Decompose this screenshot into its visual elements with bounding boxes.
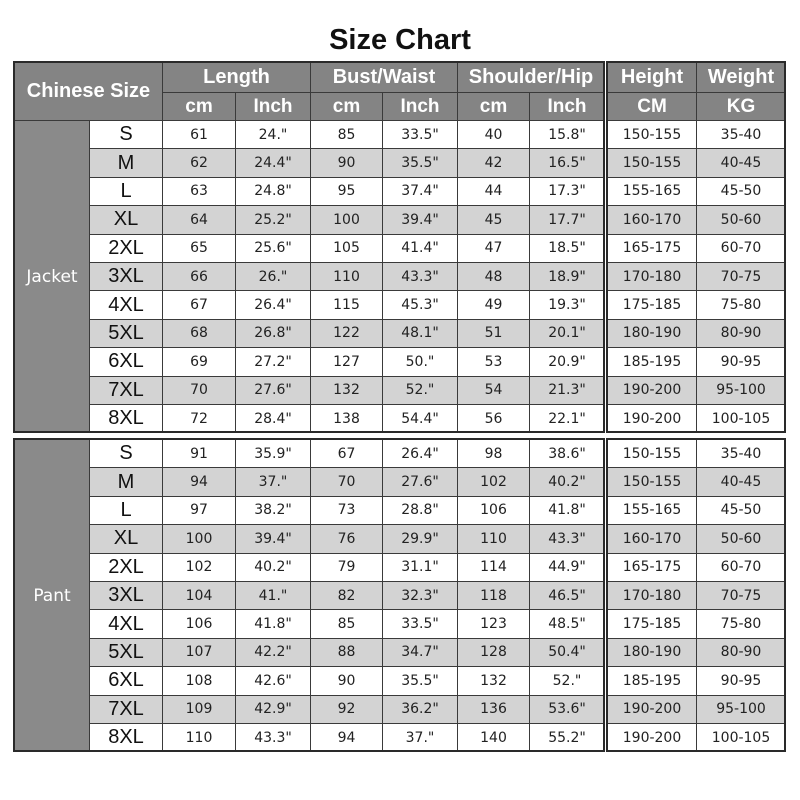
value-cell: 91 xyxy=(163,440,236,468)
value-cell: 37." xyxy=(383,723,458,751)
unit-header: Inch xyxy=(383,93,458,121)
size-cell: 6XL xyxy=(90,348,163,376)
value-cell: 110 xyxy=(163,723,236,751)
weight-cell: 80-90 xyxy=(697,319,786,347)
value-cell: 34.7" xyxy=(383,638,458,666)
value-cell: 20.1" xyxy=(530,319,605,347)
table-row xyxy=(15,468,605,496)
height-header: Height xyxy=(608,63,697,93)
unit-header: Inch xyxy=(530,93,605,121)
height-cell: 150-155 xyxy=(608,121,697,149)
table-row xyxy=(15,695,605,723)
size-cell: 3XL xyxy=(90,581,163,609)
table-row xyxy=(608,376,786,404)
height-cell: 190-200 xyxy=(608,376,697,404)
value-cell: 42.2" xyxy=(236,638,311,666)
jacket-rows xyxy=(15,121,605,433)
table-row xyxy=(608,262,786,290)
value-cell: 63 xyxy=(163,177,236,205)
value-cell: 24.8" xyxy=(236,177,311,205)
height-cell: 155-165 xyxy=(608,496,697,524)
value-cell: 44.9" xyxy=(530,553,605,581)
value-cell: 132 xyxy=(311,376,383,404)
height-cell: 190-200 xyxy=(608,695,697,723)
value-cell: 31.1" xyxy=(383,553,458,581)
table-row xyxy=(15,348,605,376)
value-cell: 38.2" xyxy=(236,496,311,524)
table-row xyxy=(15,667,605,695)
value-cell: 90 xyxy=(311,667,383,695)
height-cell: 180-190 xyxy=(608,638,697,666)
value-cell: 24.4" xyxy=(236,149,311,177)
height-cell: 175-185 xyxy=(608,610,697,638)
unit-header: CM xyxy=(608,93,697,121)
table-row xyxy=(15,319,605,347)
height-cell: 190-200 xyxy=(608,404,697,432)
value-cell: 25.6" xyxy=(236,234,311,262)
jacket-rows-body xyxy=(608,121,786,433)
value-cell: 79 xyxy=(311,553,383,581)
value-cell: 39.4" xyxy=(383,206,458,234)
value-cell: 26." xyxy=(236,262,311,290)
table-row xyxy=(15,553,605,581)
weight-cell: 100-105 xyxy=(697,404,786,432)
table-row xyxy=(15,206,605,234)
size-cell: 8XL xyxy=(90,404,163,432)
value-cell: 28.8" xyxy=(383,496,458,524)
table-row xyxy=(15,404,605,432)
value-cell: 98 xyxy=(458,440,530,468)
value-cell: 76 xyxy=(311,525,383,553)
value-cell: 61 xyxy=(163,121,236,149)
value-cell: 18.5" xyxy=(530,234,605,262)
height-cell: 165-175 xyxy=(608,234,697,262)
value-cell: 106 xyxy=(458,496,530,524)
value-cell: 16.5" xyxy=(530,149,605,177)
value-cell: 21.3" xyxy=(530,376,605,404)
table-row xyxy=(608,404,786,432)
length-header: Length xyxy=(163,63,311,93)
size-cell: M xyxy=(90,468,163,496)
value-cell: 19.3" xyxy=(530,291,605,319)
value-cell: 102 xyxy=(458,468,530,496)
size-cell: 2XL xyxy=(90,553,163,581)
height-cell: 150-155 xyxy=(608,440,697,468)
value-cell: 45 xyxy=(458,206,530,234)
size-cell: 3XL xyxy=(90,262,163,290)
section-label: Jacket xyxy=(15,121,90,433)
height-cell: 180-190 xyxy=(608,319,697,347)
table-row xyxy=(608,177,786,205)
shoulder-hip-header: Shoulder/Hip xyxy=(458,63,605,93)
unit-header: cm xyxy=(458,93,530,121)
value-cell: 48.5" xyxy=(530,610,605,638)
value-cell: 73 xyxy=(311,496,383,524)
value-cell: 41.4" xyxy=(383,234,458,262)
weight-cell: 95-100 xyxy=(697,695,786,723)
value-cell: 52." xyxy=(383,376,458,404)
table-row xyxy=(15,234,605,262)
value-cell: 88 xyxy=(311,638,383,666)
unit-header: cm xyxy=(163,93,236,121)
value-cell: 109 xyxy=(163,695,236,723)
table-row xyxy=(608,553,786,581)
value-cell: 39.4" xyxy=(236,525,311,553)
value-cell: 48 xyxy=(458,262,530,290)
value-cell: 123 xyxy=(458,610,530,638)
table-row xyxy=(15,149,605,177)
height-cell: 170-180 xyxy=(608,581,697,609)
value-cell: 33.5" xyxy=(383,610,458,638)
value-cell: 82 xyxy=(311,581,383,609)
weight-cell: 80-90 xyxy=(697,638,786,666)
value-cell: 41.8" xyxy=(236,610,311,638)
unit-header: Inch xyxy=(236,93,311,121)
size-cell: S xyxy=(90,121,163,149)
height-cell: 175-185 xyxy=(608,291,697,319)
table-row xyxy=(608,149,786,177)
pant-rows-body xyxy=(608,440,786,752)
weight-cell: 45-50 xyxy=(697,496,786,524)
table-row xyxy=(608,234,786,262)
value-cell: 36.2" xyxy=(383,695,458,723)
value-cell: 40 xyxy=(458,121,530,149)
table-row xyxy=(15,262,605,290)
value-cell: 43.3" xyxy=(236,723,311,751)
table-row xyxy=(15,121,605,149)
jacket-table-main xyxy=(14,120,605,433)
bust-waist-header: Bust/Waist xyxy=(311,63,458,93)
weight-cell: 60-70 xyxy=(697,234,786,262)
value-cell: 28.4" xyxy=(236,404,311,432)
page-title: Size Chart xyxy=(329,24,471,56)
pant-table-body xyxy=(607,439,786,752)
weight-cell: 40-45 xyxy=(697,149,786,177)
value-cell: 27.6" xyxy=(383,468,458,496)
value-cell: 136 xyxy=(458,695,530,723)
value-cell: 32.3" xyxy=(383,581,458,609)
value-cell: 92 xyxy=(311,695,383,723)
value-cell: 35.5" xyxy=(383,149,458,177)
value-cell: 69 xyxy=(163,348,236,376)
value-cell: 94 xyxy=(311,723,383,751)
value-cell: 42.9" xyxy=(236,695,311,723)
value-cell: 41.8" xyxy=(530,496,605,524)
height-cell: 165-175 xyxy=(608,553,697,581)
value-cell: 43.3" xyxy=(383,262,458,290)
value-cell: 22.1" xyxy=(530,404,605,432)
value-cell: 85 xyxy=(311,121,383,149)
value-cell: 50.4" xyxy=(530,638,605,666)
table-row xyxy=(608,610,786,638)
value-cell: 102 xyxy=(163,553,236,581)
weight-cell: 35-40 xyxy=(697,121,786,149)
value-cell: 42 xyxy=(458,149,530,177)
table-row xyxy=(608,468,786,496)
table-row xyxy=(608,121,786,149)
weight-cell: 50-60 xyxy=(697,525,786,553)
height-cell: 160-170 xyxy=(608,206,697,234)
value-cell: 45.3" xyxy=(383,291,458,319)
value-cell: 90 xyxy=(311,149,383,177)
table-row xyxy=(608,638,786,666)
value-cell: 95 xyxy=(311,177,383,205)
weight-cell: 75-80 xyxy=(697,291,786,319)
weight-cell: 70-75 xyxy=(697,581,786,609)
table-row xyxy=(608,695,786,723)
value-cell: 107 xyxy=(163,638,236,666)
size-cell: S xyxy=(90,440,163,468)
value-cell: 46.5" xyxy=(530,581,605,609)
value-cell: 110 xyxy=(311,262,383,290)
value-cell: 67 xyxy=(163,291,236,319)
size-cell: 4XL xyxy=(90,610,163,638)
weight-cell: 45-50 xyxy=(697,177,786,205)
value-cell: 66 xyxy=(163,262,236,290)
value-cell: 108 xyxy=(163,667,236,695)
table-row xyxy=(608,206,786,234)
value-cell: 132 xyxy=(458,667,530,695)
value-cell: 104 xyxy=(163,581,236,609)
size-cell: 7XL xyxy=(90,376,163,404)
value-cell: 52." xyxy=(530,667,605,695)
value-cell: 47 xyxy=(458,234,530,262)
size-cell: 5XL xyxy=(90,319,163,347)
unit-header: KG xyxy=(697,93,786,121)
value-cell: 37.4" xyxy=(383,177,458,205)
table-row xyxy=(608,525,786,553)
size-cell: M xyxy=(90,149,163,177)
size-cell: XL xyxy=(90,206,163,234)
height-cell: 155-165 xyxy=(608,177,697,205)
table-row xyxy=(15,496,605,524)
table-row xyxy=(15,723,605,751)
size-cell: 2XL xyxy=(90,234,163,262)
section-label: Pant xyxy=(15,440,90,752)
table-row xyxy=(608,496,786,524)
value-cell: 54.4" xyxy=(383,404,458,432)
value-cell: 29.9" xyxy=(383,525,458,553)
value-cell: 70 xyxy=(163,376,236,404)
size-cell: 6XL xyxy=(90,667,163,695)
value-cell: 27.6" xyxy=(236,376,311,404)
pant-rows xyxy=(15,440,605,752)
value-cell: 40.2" xyxy=(236,553,311,581)
value-cell: 25.2" xyxy=(236,206,311,234)
table-row xyxy=(608,348,786,376)
table-row xyxy=(15,177,605,205)
height-cell: 150-155 xyxy=(608,468,697,496)
value-cell: 122 xyxy=(311,319,383,347)
value-cell: 27.2" xyxy=(236,348,311,376)
table-row xyxy=(608,581,786,609)
value-cell: 24." xyxy=(236,121,311,149)
size-cell: XL xyxy=(90,525,163,553)
height-cell: 190-200 xyxy=(608,723,697,751)
pant-table-main xyxy=(14,439,605,752)
value-cell: 48.1" xyxy=(383,319,458,347)
value-cell: 53.6" xyxy=(530,695,605,723)
value-cell: 38.6" xyxy=(530,440,605,468)
value-cell: 67 xyxy=(311,440,383,468)
table-row xyxy=(15,440,605,468)
value-cell: 54 xyxy=(458,376,530,404)
value-cell: 115 xyxy=(311,291,383,319)
value-cell: 140 xyxy=(458,723,530,751)
height-cell: 170-180 xyxy=(608,262,697,290)
size-cell: L xyxy=(90,177,163,205)
value-cell: 37." xyxy=(236,468,311,496)
value-cell: 64 xyxy=(163,206,236,234)
table-row xyxy=(15,376,605,404)
weight-cell: 75-80 xyxy=(697,610,786,638)
value-cell: 100 xyxy=(163,525,236,553)
value-cell: 68 xyxy=(163,319,236,347)
size-table-header-main xyxy=(14,62,605,121)
value-cell: 41." xyxy=(236,581,311,609)
value-cell: 70 xyxy=(311,468,383,496)
value-cell: 110 xyxy=(458,525,530,553)
value-cell: 105 xyxy=(311,234,383,262)
value-cell: 62 xyxy=(163,149,236,177)
value-cell: 15.8" xyxy=(530,121,605,149)
weight-cell: 95-100 xyxy=(697,376,786,404)
weight-cell: 70-75 xyxy=(697,262,786,290)
weight-cell: 90-95 xyxy=(697,667,786,695)
value-cell: 43.3" xyxy=(530,525,605,553)
chinese-size-header: Chinese Size xyxy=(15,63,163,121)
size-cell: 5XL xyxy=(90,638,163,666)
weight-cell: 90-95 xyxy=(697,348,786,376)
size-cell: 8XL xyxy=(90,723,163,751)
value-cell: 49 xyxy=(458,291,530,319)
value-cell: 26.4" xyxy=(383,440,458,468)
table-row xyxy=(15,610,605,638)
weight-cell: 100-105 xyxy=(697,723,786,751)
value-cell: 26.8" xyxy=(236,319,311,347)
value-cell: 20.9" xyxy=(530,348,605,376)
value-cell: 106 xyxy=(163,610,236,638)
value-cell: 118 xyxy=(458,581,530,609)
value-cell: 128 xyxy=(458,638,530,666)
value-cell: 51 xyxy=(458,319,530,347)
weight-cell: 60-70 xyxy=(697,553,786,581)
table-row xyxy=(608,319,786,347)
value-cell: 94 xyxy=(163,468,236,496)
value-cell: 50." xyxy=(383,348,458,376)
value-cell: 127 xyxy=(311,348,383,376)
value-cell: 65 xyxy=(163,234,236,262)
unit-header: cm xyxy=(311,93,383,121)
value-cell: 26.4" xyxy=(236,291,311,319)
value-cell: 35.9" xyxy=(236,440,311,468)
height-cell: 150-155 xyxy=(608,149,697,177)
value-cell: 53 xyxy=(458,348,530,376)
table-row xyxy=(15,291,605,319)
value-cell: 35.5" xyxy=(383,667,458,695)
value-cell: 100 xyxy=(311,206,383,234)
table-row xyxy=(15,638,605,666)
weight-cell: 35-40 xyxy=(697,440,786,468)
height-cell: 160-170 xyxy=(608,525,697,553)
size-cell: 7XL xyxy=(90,695,163,723)
value-cell: 33.5" xyxy=(383,121,458,149)
table-row xyxy=(608,723,786,751)
value-cell: 72 xyxy=(163,404,236,432)
weight-cell: 40-45 xyxy=(697,468,786,496)
size-cell: L xyxy=(90,496,163,524)
value-cell: 42.6" xyxy=(236,667,311,695)
value-cell: 55.2" xyxy=(530,723,605,751)
value-cell: 17.3" xyxy=(530,177,605,205)
weight-cell: 50-60 xyxy=(697,206,786,234)
value-cell: 40.2" xyxy=(530,468,605,496)
height-cell: 185-195 xyxy=(608,348,697,376)
value-cell: 56 xyxy=(458,404,530,432)
table-row xyxy=(15,581,605,609)
table-row xyxy=(608,440,786,468)
table-row xyxy=(608,667,786,695)
height-cell: 185-195 xyxy=(608,667,697,695)
size-table-header-body xyxy=(607,62,786,121)
size-cell: 4XL xyxy=(90,291,163,319)
table-row xyxy=(15,525,605,553)
value-cell: 44 xyxy=(458,177,530,205)
value-cell: 114 xyxy=(458,553,530,581)
jacket-table-body xyxy=(607,120,786,433)
value-cell: 18.9" xyxy=(530,262,605,290)
value-cell: 97 xyxy=(163,496,236,524)
value-cell: 85 xyxy=(311,610,383,638)
value-cell: 138 xyxy=(311,404,383,432)
weight-header: Weight xyxy=(697,63,786,93)
table-row xyxy=(608,291,786,319)
value-cell: 17.7" xyxy=(530,206,605,234)
